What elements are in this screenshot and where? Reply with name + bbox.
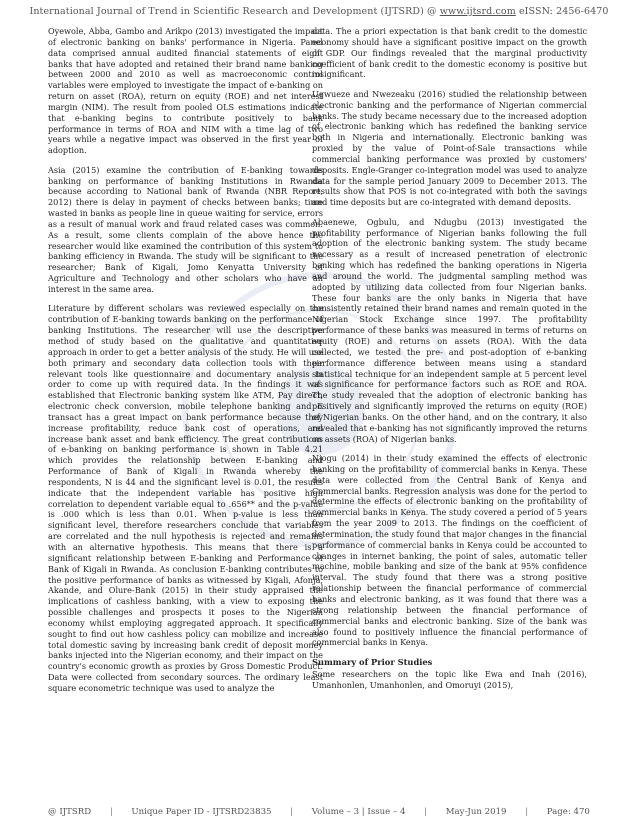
paragraph: Oyewole, Abba, Gambo and Arikpo (2013) investigated the impact of electronic banking on banks' performance in Nigeria. Panel data comprised annual audited financial statements of eight banks that have adopted and retained their brand name banking between 2000 and 2010 as well as macroeconomic control variables were employed to investigate the impact of e-banking on return on asset (ROA), return on equity (ROE) and net interest margin (NIM). The result from pooled OLS estimations indicate that e-banking begins to contribute positively to bank performance in terms of ROA and NIM with a time lag of two years while a negative impact was observed in the first year of adoption. bbox=[48, 26, 323, 156]
page-footer bbox=[48, 807, 590, 817]
footer-page-number: Page: 470 bbox=[546, 807, 590, 817]
paragraph: Literature by different scholars was reviewed especially on the contribution of E-banking towards banking on the performance of banking Institutions. The researcher will use the descriptive method of study based on the qualitative and quantitative approach in order to get a better analysis of the study. He will use both primary and secondary data collection tools with their relevant tools like questionnaire and documentary analysis in order to come up with required data. In the findings it was established that Electronic banking system like ATM, Pay direct, electronic check conversion, mobile telephone banking and E transact has a great impact on bank performance because they increase profitability, reduce bank cost of operations, and increase bank asset and bank efficiency. The great contributions of e-banking on banking performance is shown in Table 4.21 which provides the relationship between E-banking and Performance of Bank of Kigali in Rwanda whereby the respondents, N is 44 and the significant level is 0.01, the results indicate that the independent variable has positive high correlation to dependent variable equal to .656** and the p-value is .000 which is less than 0.01. When p-value is less than significant level, therefore researchers conclude that variables are correlated and the null hypothesis is rejected and remains with an alternative hypothesis. This means that there is a significant relationship between E-banking and Performance of Bank of Kigali in Rwanda. As conclusion E-banking contributes to the positive performance of banks as witnessed by Kigali, Afonja, Akande, and Olure-Bank (2015) in their study appraised the implications of cashless banking, with a view to exposing the possible challenges and prospects it poses to the Nigerian economy whilst employing aggregated approach. It specifically sought to find out how cashless policy can mobilize and increase total domestic saving by increasing bank credit of deposit money banks injected into the Nigerian economy, and their impact on the country's economic growth as proxies by Gross Domestic Product. Data were collected from secondary sources. The ordinary least square econometric technique was used to analyze the bbox=[48, 303, 323, 693]
section-heading: Summary of Prior Studies bbox=[312, 656, 433, 667]
footer-paper-id: Unique Paper ID - IJTSRD23835 bbox=[131, 807, 272, 817]
footer-separator: | bbox=[109, 807, 113, 817]
paragraph: Ugwueze and Nwezeaku (2016) studied the relationship between electronic banking and the performance of Nigerian commercial banks. The study became necessary due to the increased adoption of electronic banking which has redefined the banking service both in Nigeria and internationally. Electronic banking was proxied by the value of Point-of-Sale transactions while commercial banking performance was proxied by customers' deposits. Engle-Granger co-integration model was used to analyze data for the sample period January 2009 to December 2013. The results show that POS is not co-integrated with both the savings and time deposits but are co-integrated with demand deposits. bbox=[312, 88, 587, 208]
footer-date: May-Jun 2019 bbox=[445, 807, 507, 817]
journal-eissn: eISSN: 2456-6470 bbox=[515, 6, 609, 17]
footer-separator: | bbox=[525, 807, 529, 817]
paragraph: Some researchers on the topic like Ewa and Inah (2016), Umanhonlen, Umanhonlen, and Omoruyi (2015), bbox=[312, 668, 587, 690]
paragraph: Abaenewe, Ogbulu, and Ndugbu (2013) investigated the profitability performance of Nigerian banks following the full adoption of the electronic banking system. The study became necessary as a result of increased penetration of electronic banking which has redefined the banking operations in Nigeria and around the world. The judgmental sampling method was adopted by utilizing data collected from four Nigerian banks. These four banks are the only banks in Nigeria that have consistently retained their brand names and remain quoted in the Nigerian Stock Exchange since 1997. The profitability performance of these banks was measured in terms of returns on equity (ROE) and returns on assets (ROA). With the data collected, we tested the pre- and post-adoption of e-banking performance difference between means using a standard statistical technique for an independent sample at 5 percent level of significance for performance factors such as ROE and ROA. The study revealed that the adoption of electronic banking has positively and significantly improved the returns on equity (ROE) of Nigerian banks. On the other hand, and on the contrary, it also revealed that e-banking has not significantly improved the returns on assets (ROA) of Nigerian banks. bbox=[312, 216, 587, 444]
journal-title: International Journal of Trend in Scientific Research and Development (IJTSRD) @ bbox=[29, 6, 440, 17]
journal-header bbox=[0, 6, 638, 17]
paragraph: data. The a priori expectation is that bank credit to the domestic economy should have a significant positive impact on the growth of GDP. Our findings revealed that the marginal productivity coefficient of bank credit to the domestic economy is positive but insignificant. bbox=[312, 26, 587, 80]
journal-website-link[interactable]: www.ijtsrd.com bbox=[439, 6, 516, 17]
footer-separator: | bbox=[290, 807, 294, 817]
footer-publisher: @ IJTSRD bbox=[48, 807, 92, 817]
paragraph: Asia (2015) examine the contribution of E-banking towards banking on performance of banking Institutions in Rwanda because according to National bank of Rwanda (NBR Report, 2012) there is delay in payment of checks between banks; time wasted in banks as people line in queue waiting for service, errors as a result of manual work and fraud related cases was common. As a result, some clients complain of the above hence the researcher would like examined the contribution of this system to banking efficiency in Rwanda. The study will be significant to the researcher; Bank of Kigali, Jomo Kenyatta University of Agriculture and Technology and other scholars who have an interest in the same area. bbox=[48, 164, 323, 294]
paragraph: Njogu (2014) in their study examined the effects of electronic banking on the profitability of commercial banks in Kenya. These data were collected from the Central Bank of Kenya and Commercial banks. Regression analysis was done for the period to determine the effects of electronic banking on the profitability of commercial banks in Kenya. The study covered a period of 5 years from the year 2009 to 2013. The findings on the coefficient of determination, the study found that major changes in the financial performance of commercial banks in Kenya could be accounted to changes in internet banking, the point of sales, automatic teller machine, mobile banking and size of the bank at 95% confidence interval. The study found that there was a strong positive relationship between the financial performance of commercial banks and electronic banking, as it was found that there was a strong relationship between the financial performance of commercial banks and electronic banking. Size of the bank was also found to positively influence the financial performance of commercial banks in Kenya. bbox=[312, 453, 587, 648]
footer-volume-issue: Volume – 3 | Issue – 4 bbox=[311, 807, 406, 817]
left-column bbox=[48, 26, 323, 702]
footer-separator: | bbox=[424, 807, 428, 817]
right-column bbox=[312, 26, 587, 699]
